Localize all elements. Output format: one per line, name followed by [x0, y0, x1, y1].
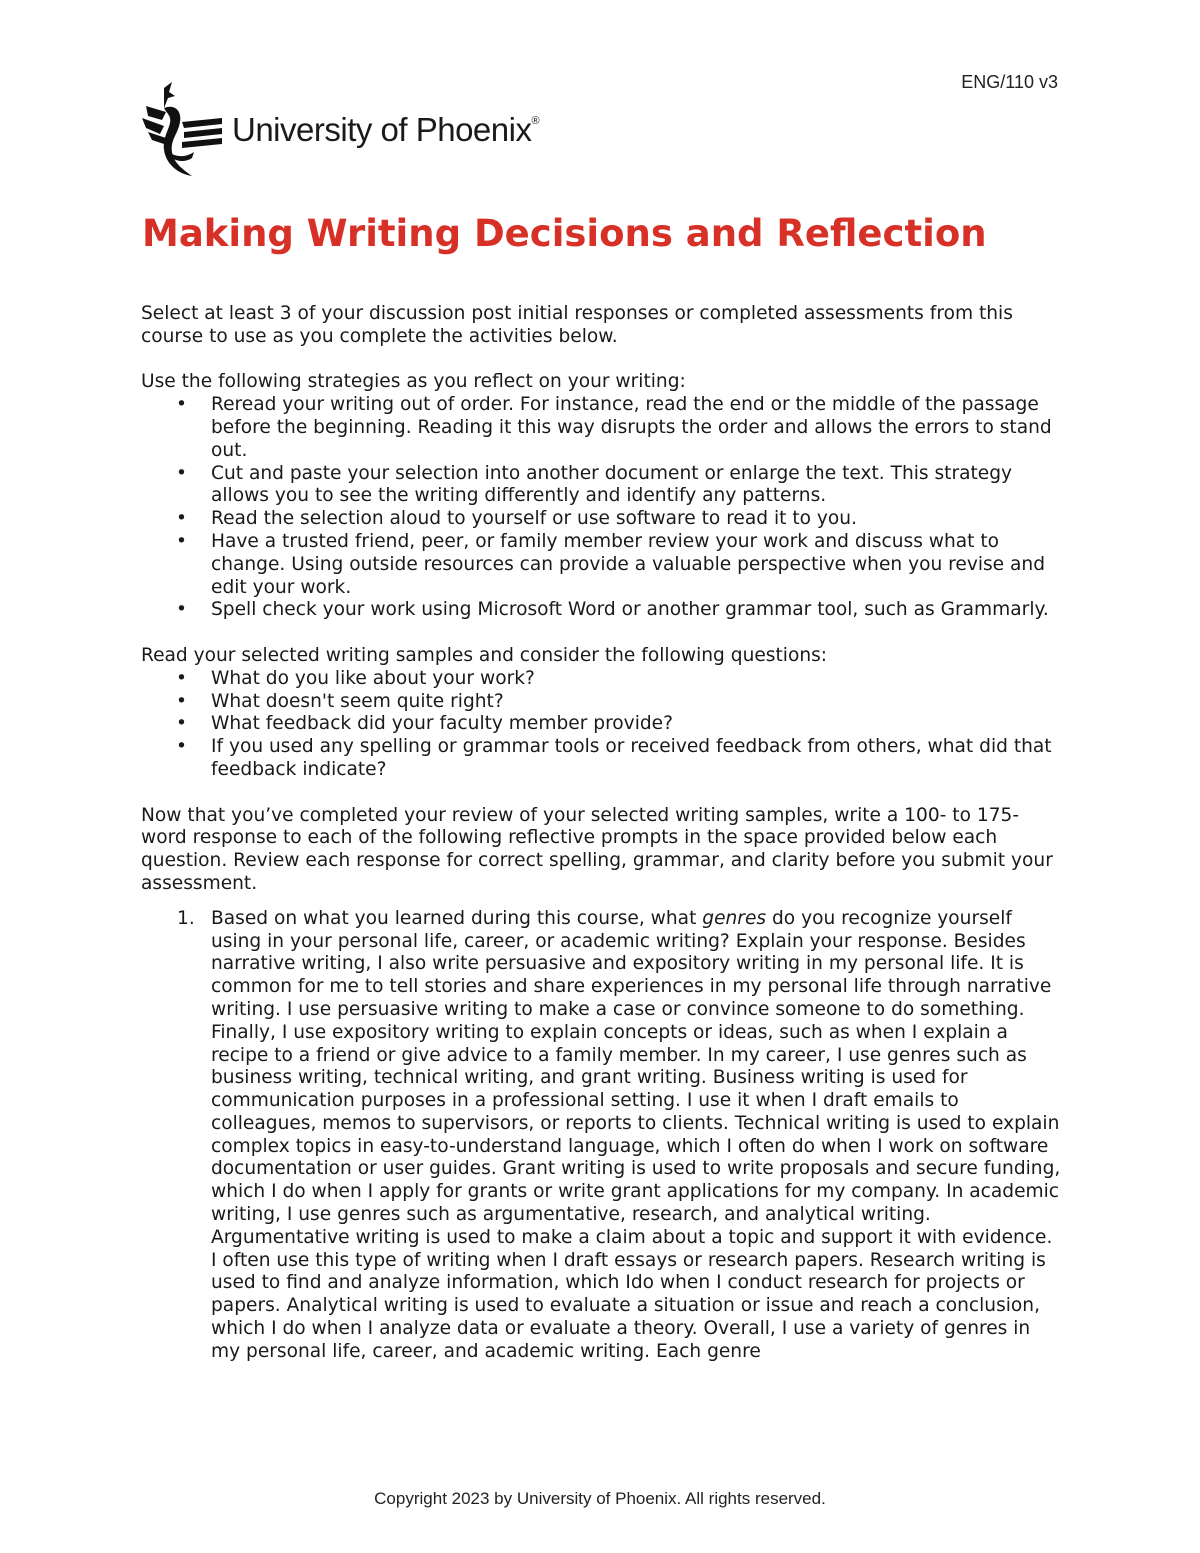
list-item: • What feedback did your faculty member provide?	[176, 713, 673, 735]
prompt-item	[141, 908, 1061, 1364]
bullet-icon: •	[176, 599, 187, 621]
strategies-list	[141, 394, 1061, 622]
document-body	[141, 303, 1061, 1364]
university-logo	[142, 82, 539, 176]
list-item: • Reread your writing out of order. For instance, read the end or the middle of the passage before the beginning. Reading it this way disrupts the order and allows the errors to stand out.	[176, 394, 1052, 461]
instructions-paragraph: Now that you’ve completed your review of your selected writing samples, write a 100- to 175-word response to each of the following reflective prompts in the space provided below each question. Review each response for correct spelling, grammar, and clarity before you submit your assessment.	[141, 804, 1053, 894]
list-item: • Read the selection aloud to yourself or use software to read it to you.	[176, 508, 857, 530]
strategies-lead: Use the following strategies as you reflect on your writing:	[141, 371, 686, 393]
intro-paragraph: Select at least 3 of your discussion post initial responses or completed assessments from this course to use as you complete the activities below.	[141, 303, 1013, 347]
list-item: • Have a trusted friend, peer, or family member review your work and discuss what to change. Using outside resources can provide a valuable perspective when you revise and edit your work.	[176, 530, 1046, 598]
bullet-icon: •	[176, 530, 187, 552]
copyright-footer: Copyright 2023 by University of Phoenix. All rights reserved.	[374, 1489, 826, 1508]
list-item: • Cut and paste your selection into another document or enlarge the text. This strategy allows you to see the writing differently and identify any patterns.	[176, 462, 1013, 507]
bullet-icon: •	[176, 713, 187, 735]
bullet-icon: •	[176, 667, 187, 689]
bullet-icon: •	[176, 462, 187, 484]
prompt-response: Besides narrative writing, I also write persuasive and expository writing in my personal life. It is common for me to tell stories and share experiences in my personal life through narrative writing. I use persuasive writing to make a case or convince someone to do something. Finally, I use expository writing to explain concepts or ideas, such as when I explain a recipe to a friend or give advice to a family member. In my career, I use genres such as business writing, technical writing, and grant writing. Business writing is used for communication purposes in a professional setting. I use it when I draft emails to colleagues, memos to supervisors, or reports to clients. Technical writing is used to explain complex topics in easy-to-understand language, which I often do when I work on software documentation or user guides. Grant writing is used to write proposals and secure funding, which I do when I apply for grants or write grant applications for my company. In academic writing, I use genres such as argumentative, research, and analytical writing. Argumentative writing is used to make a claim about a topic and support it with evidence. I often use this type of writing when I draft essays or research papers. Research writing is used to find and analyze information, which Ido when I conduct research for projects or papers. Analytical writing is used to evaluate a situation or issue and reach a conclusion, which I do when I analyze data or evaluate a theory. Overall, I use a variety of genres in my personal life, career, and academic writing. Each genre	[211, 930, 1061, 1362]
list-item: • What do you like about your work?	[176, 667, 535, 689]
prompt-number: 1.	[177, 907, 195, 929]
list-item: • If you used any spelling or grammar tools or received feedback from others, what did that feedback indicate?	[176, 736, 1052, 780]
questions-lead: Read your selected writing samples and consider the following questions:	[141, 644, 828, 666]
phoenix-bird-icon	[142, 82, 224, 176]
questions-list	[141, 668, 1061, 782]
bullet-icon: •	[176, 394, 187, 416]
list-item: • What doesn't seem quite right?	[176, 690, 504, 712]
logo-wordmark: University of Phoenix®	[232, 111, 540, 148]
prompts-list	[141, 908, 1061, 1364]
prompt-question: Based on what you learned during this course, what genres do you recognize yourself using in your personal life, career, or academic writing? Explain your response.	[211, 907, 1012, 952]
bullet-icon: •	[176, 508, 187, 530]
bullet-icon: •	[176, 690, 187, 712]
course-code: ENG/110 v3	[961, 72, 1058, 92]
bullet-icon: •	[176, 736, 187, 758]
list-item: • Spell check your work using Microsoft Word or another grammar tool, such as Grammarly.	[176, 599, 1049, 621]
page-title: Making Writing Decisions and Reflection	[142, 212, 987, 255]
